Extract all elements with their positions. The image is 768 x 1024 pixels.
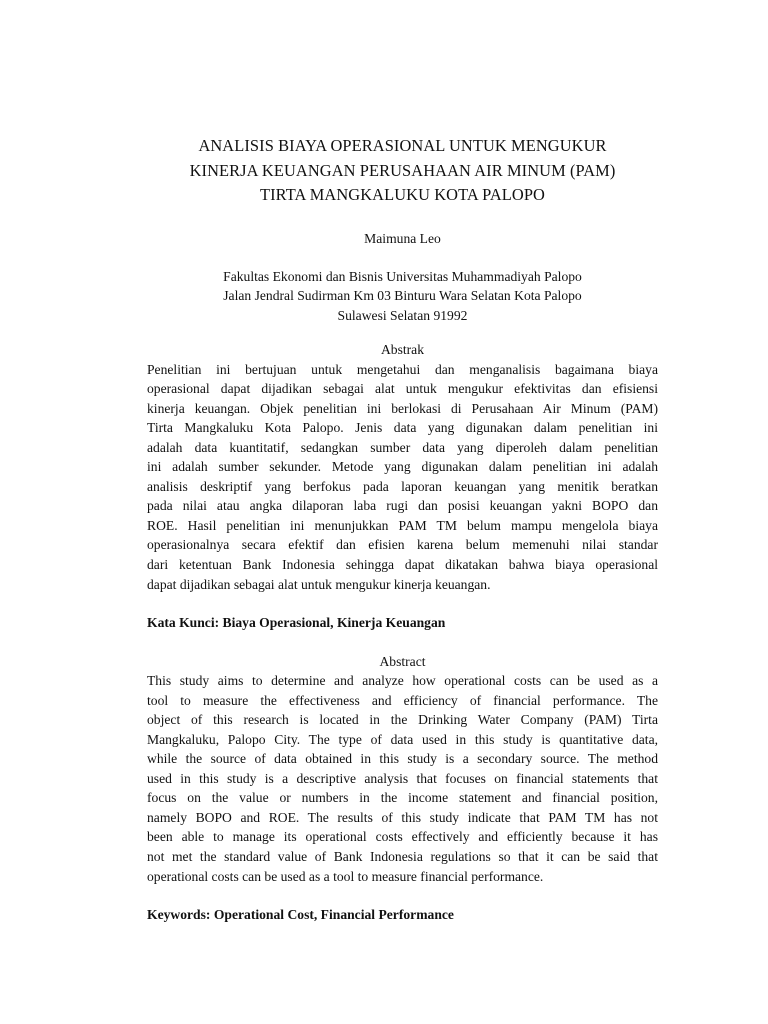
title-line: KINERJA KEUANGAN PERUSAHAAN AIR MINUM (PAM): [189, 160, 616, 180]
abstract-line: used in this study is a descriptive analysis that focuses on financial statements that: [147, 770, 658, 786]
abstrak-line: kinerja keuangan. Objek penelitian ini berlokasi di Perusahaan Air Minum (PAM): [147, 400, 658, 416]
page-content: [147, 134, 658, 925]
author-affiliation: [147, 267, 658, 326]
title-line: ANALISIS BIAYA OPERASIONAL UNTUK MENGUKUR: [198, 136, 607, 155]
abstract-heading: Abstract: [379, 653, 426, 669]
abstract-line: been able to manage its operational costs effectively and efficiently because it has: [147, 829, 658, 845]
kata-kunci: Kata Kunci: Biaya Operasional, Kinerja Keuangan: [147, 615, 446, 631]
abstrak-line: adalah data kuantitatif, sedangkan sumber data yang diperoleh dalam penelitian: [147, 439, 658, 455]
title-line: TIRTA MANGKALUKU KOTA PALOPO: [260, 185, 545, 204]
affiliation-line: Sulawesi Selatan 91992: [337, 307, 468, 323]
abstract-line: while the source of data obtained in this study is a secondary source. The method: [147, 751, 658, 767]
abstrak-line: pada nilai atau angka dilaporan laba rugi dan posisi keuangan yakni BOPO dan: [147, 498, 658, 514]
abstract-line: operational costs can be used as a tool to measure financial performance.: [147, 868, 544, 884]
abstrak-line: Penelitian ini bertujuan untuk mengetahui dan menganalisis bagaimana biaya: [147, 361, 658, 377]
abstrak-line: analisis deskriptif yang berfokus pada laporan keuangan yang menitik beratkan: [147, 478, 658, 494]
abstract-body: [147, 671, 658, 886]
paper-title: [147, 134, 658, 208]
abstract-line: not met the standard value of Bank Indonesia regulations so that it can be said that: [147, 848, 658, 864]
abstract-line: focus on the value or numbers in the income statement and financial position,: [147, 790, 658, 806]
abstrak-heading: Abstrak: [380, 342, 425, 357]
abstract-line: Mangkaluku, Palopo City. The type of data used in this study is quantitative data,: [147, 731, 658, 747]
abstrak-line: ROE. Hasil penelitian ini menunjukkan PAM TM belum mampu mengelola biaya: [147, 517, 658, 533]
abstrak-line: Tirta Mangkaluku Kota Palopo. Jenis data yang digunakan dalam penelitian ini: [147, 420, 658, 436]
abstrak-body: [147, 360, 658, 595]
abstrak-line: operasional dapat dijadikan sebagai alat untuk mengukur efektivitas dan efisiensi: [147, 381, 658, 397]
abstract-line: object of this research is located in the Drinking Water Company (PAM) Tirta: [147, 712, 658, 728]
keywords: Keywords: Operational Cost, Financial Performance: [147, 907, 454, 923]
affiliation-line: Jalan Jendral Sudirman Km 03 Binturu Wara Selatan Kota Palopo: [223, 288, 582, 303]
abstrak-line: ini adalah sumber sekunder. Metode yang digunakan dalam penelitian ini adalah: [147, 459, 658, 475]
abstrak-line: dari ketentuan Bank Indonesia sehingga dapat dikatakan bahwa biaya operasional: [147, 556, 658, 572]
author-name: Maimuna Leo: [364, 230, 441, 246]
abstrak-line: dapat dijadikan sebagai alat untuk mengukur kinerja keuangan.: [147, 576, 491, 592]
abstract-line: This study aims to determine and analyze how operational costs can be used as a: [147, 673, 658, 689]
affiliation-line: Fakultas Ekonomi dan Bisnis Universitas Muhammadiyah Palopo: [223, 268, 582, 284]
abstract-line: namely BOPO and ROE. The results of this study indicate that PAM TM has not: [147, 809, 658, 825]
abstrak-line: operasionalnya secara efektif dan efisien karena belum memenuhi nilai standar: [147, 537, 658, 553]
abstract-line: tool to measure the effectiveness and efficiency of financial performance. The: [147, 692, 658, 708]
